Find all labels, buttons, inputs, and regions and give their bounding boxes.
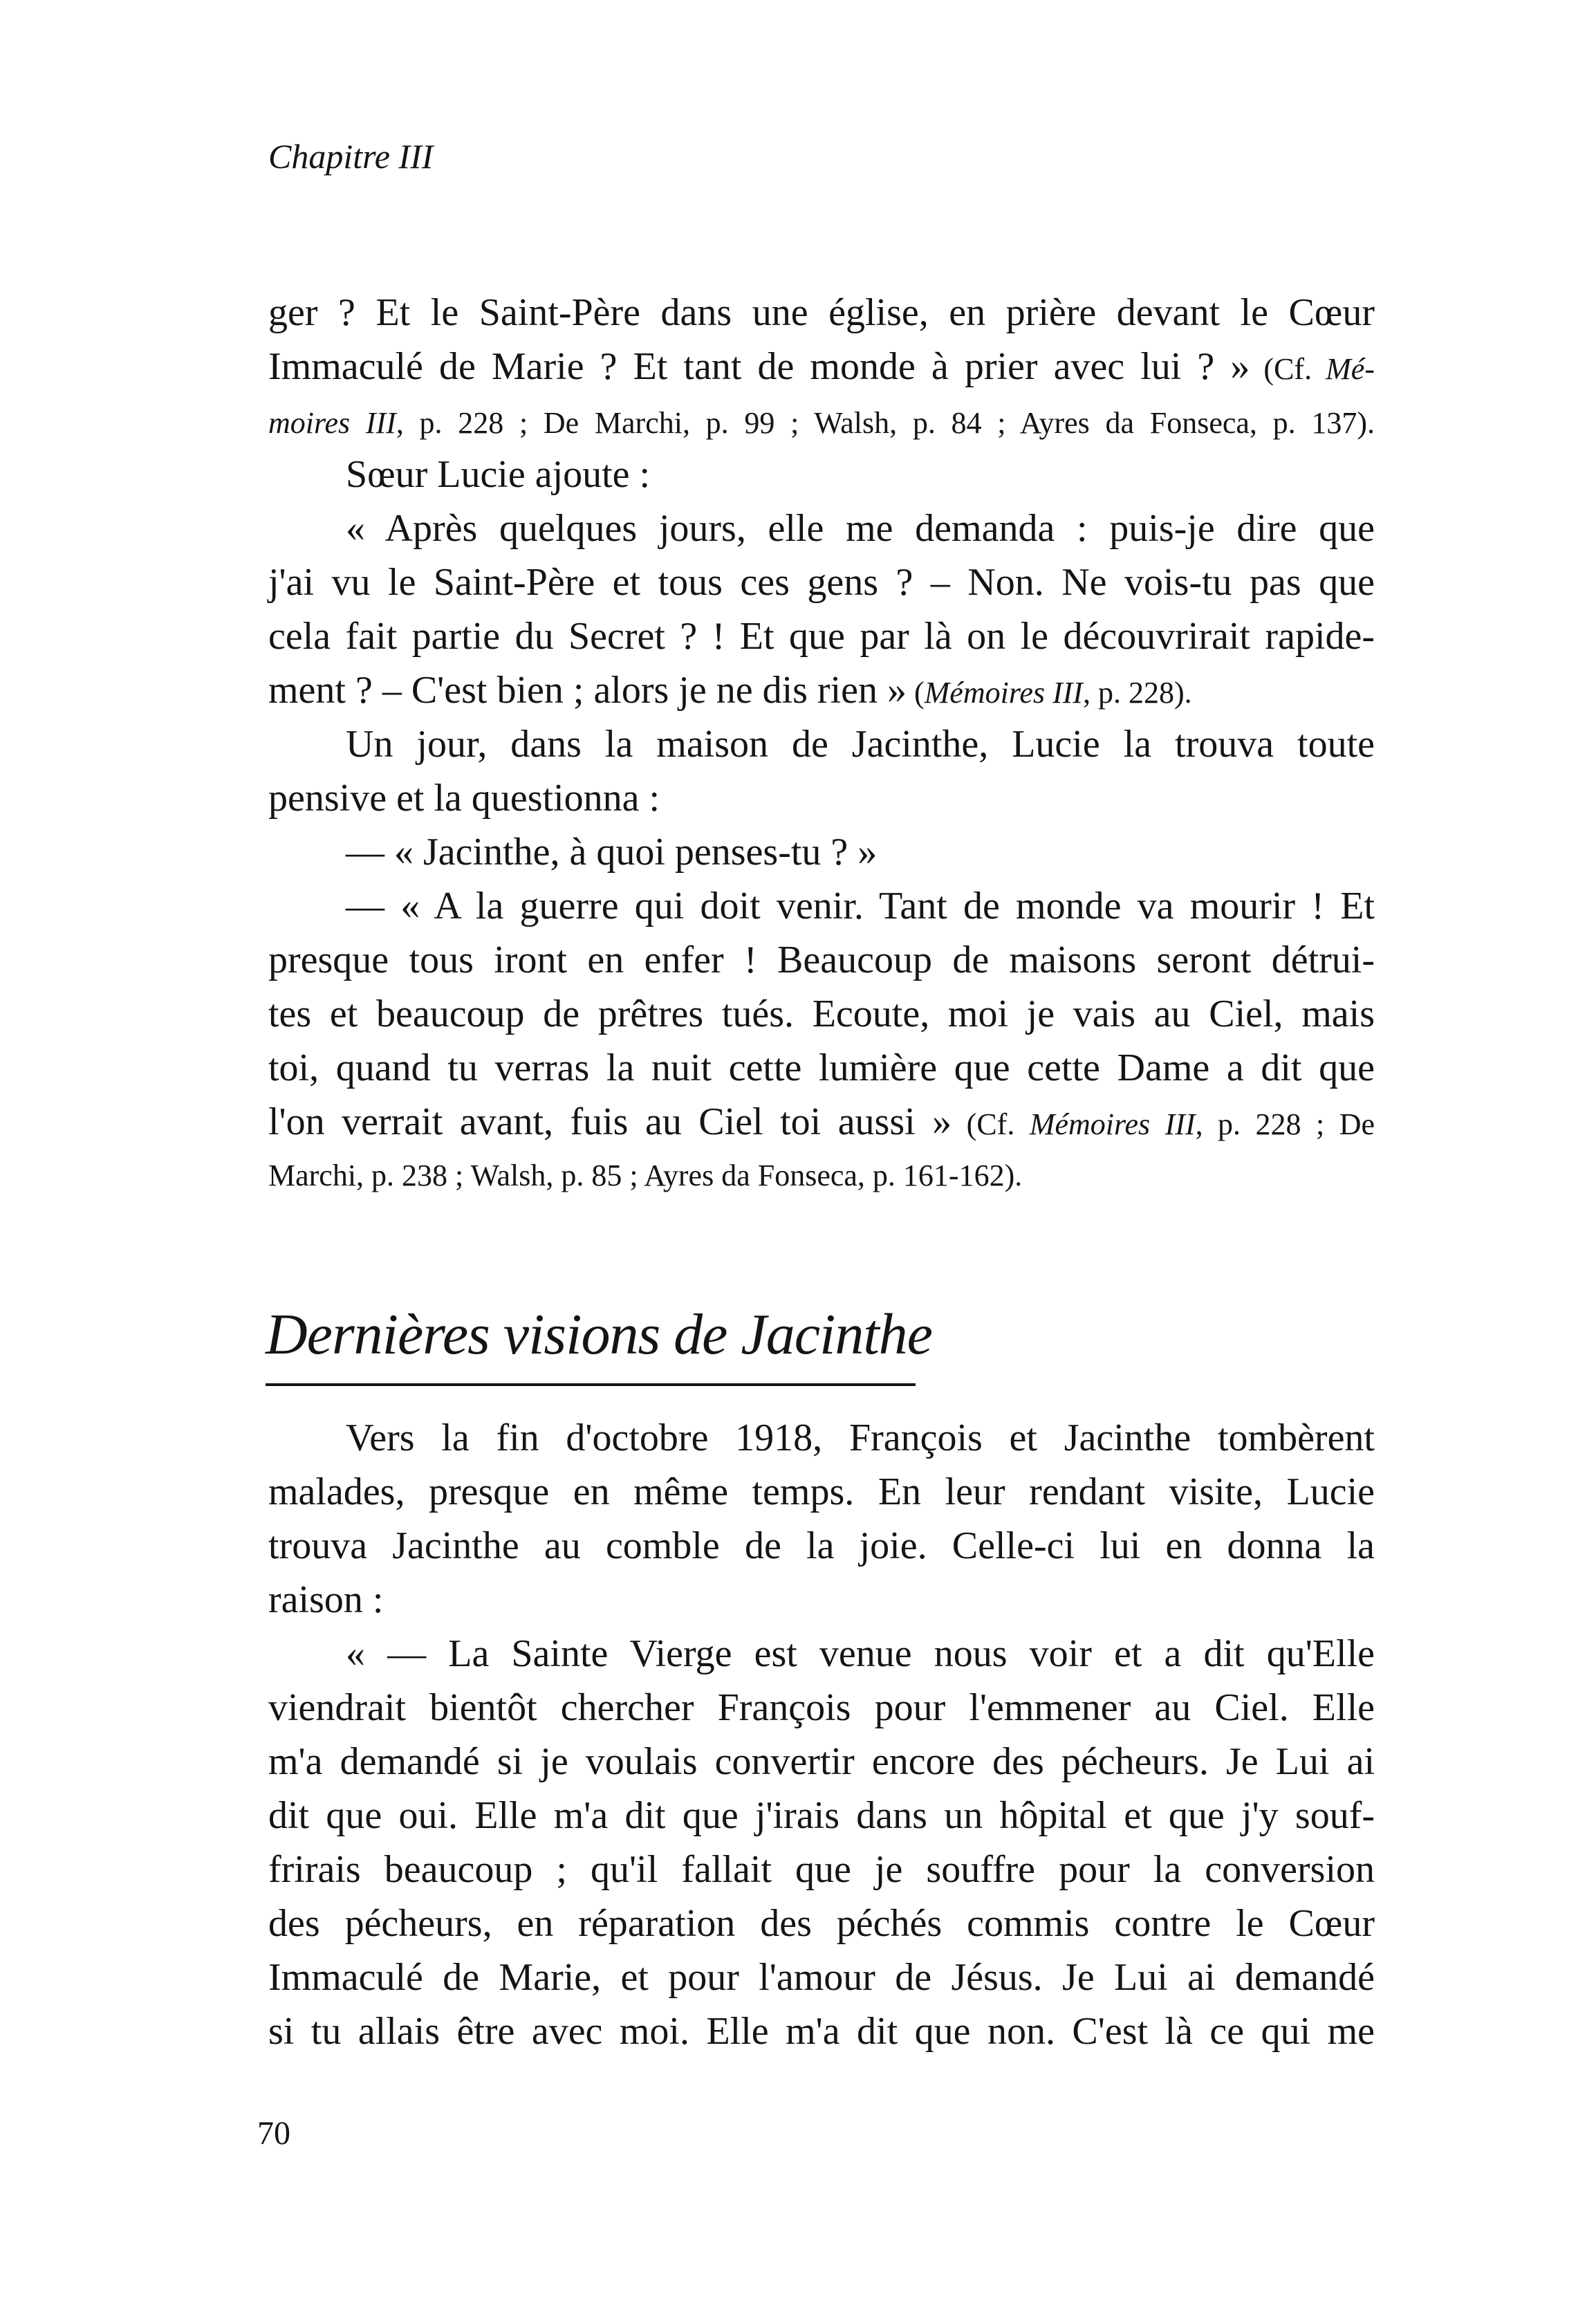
reference-title: Mé- [1326,352,1375,386]
section-heading: Dernières visions de Jacinthe [266,1302,932,1367]
reference-line [268,394,1375,447]
reference-segment: , p. 228). [1082,676,1192,710]
text-line: Immaculé de Marie, et pour l'amour de Jésus. Je Lui ai demandé [268,1956,1375,1999]
text-line: j'ai vu le Saint-Père et tous ces gens ? – Non. Ne vois-tu pas que [268,561,1375,604]
text-line: tes et beaucoup de prêtres tués. Ecoute, moi je vais au Ciel, mais [268,993,1375,1035]
text-line [268,340,1375,394]
reference-segment: , p. 228 ; De [1195,1107,1375,1141]
text-section-2 [268,1411,1375,2058]
dialogue-line: — « A la guerre qui doit venir. Tant de monde va mourir ! Et [346,885,1375,927]
text-line: Vers la fin d'octobre 1918, François et Jacinthe tombèrent [346,1416,1375,1459]
text-section-1 [268,286,1375,1203]
text-line: cela fait partie du Secret ? ! Et que par là on le découvrirait rapide- [268,615,1375,658]
reference-title: Mémoires III [924,676,1083,710]
reference-title: moires III [268,406,396,440]
text-line: frirais beaucoup ; qu'il fallait que je souffre pour la conversion [268,1848,1375,1891]
reference-line: Marchi, p. 238 ; Walsh, p. 85 ; Ayres da Fonseca, p. 161-162). [268,1158,1023,1192]
text-line: raison : [268,1578,384,1621]
text-line: Un jour, dans la maison de Jacinthe, Lucie la trouva toute [346,723,1375,766]
text-line [268,663,1375,717]
text-segment: ment ? – C'est bien ; alors je ne dis rien » [268,669,907,712]
reference-segment: , p. 228 ; De Marchi, p. 99 ; Walsh, p. 84 ; Ayres da Fonseca, p. 137). [396,406,1375,440]
text-line: si tu allais être avec moi. Elle m'a dit que non. C'est là ce qui me [268,2010,1375,2053]
text-line: m'a demandé si je voulais convertir encore des pécheurs. Je Lui ai [268,1740,1375,1783]
text-line: viendrait bientôt chercher François pour l'emmener au Ciel. Elle [268,1686,1375,1729]
text-line: dit que oui. Elle m'a dit que j'irais dans un hôpital et que j'y souf- [268,1794,1375,1837]
reference-segment: (Cf. [1250,352,1326,386]
text-line: des pécheurs, en réparation des péchés commis contre le Cœur [268,1902,1375,1945]
running-head: Chapitre III [268,137,434,176]
text-line [268,1095,1375,1149]
page-number: 70 [257,2115,290,2152]
text-line: pensive et la questionna : [268,777,660,820]
text-line: trouva Jacinthe au comble de la joie. Celle-ci lui en donna la [268,1524,1375,1567]
dialogue-line: — « Jacinthe, à quoi penses-tu ? » [346,831,878,874]
reference-title: Mémoires III [1029,1107,1196,1141]
text-line: Sœur Lucie ajoute : [346,453,651,496]
text-line: toi, quand tu verras la nuit cette lumière que cette Dame a dit que [268,1046,1375,1089]
reference-segment: (Cf. [952,1107,1030,1141]
heading-underline [266,1383,916,1386]
dialogue-line: « — La Sainte Vierge est venue nous voir et a dit qu'Elle [346,1632,1375,1675]
text-segment: Immaculé de Marie ? Et tant de monde à prier avec lui ? » [268,345,1250,388]
text-line: malades, presque en même temps. En leur rendant visite, Lucie [268,1470,1375,1513]
text-segment: l'on verrait avant, fuis au Ciel toi aussi » [268,1100,952,1143]
text-line: ger ? Et le Saint-Père dans une église, en prière devant le Cœur [268,291,1375,334]
text-line: « Après quelques jours, elle me demanda : puis-je dire que [346,507,1375,550]
reference-segment: ( [907,676,925,710]
text-line: presque tous iront en enfer ! Beaucoup de maisons seront détrui- [268,939,1375,981]
